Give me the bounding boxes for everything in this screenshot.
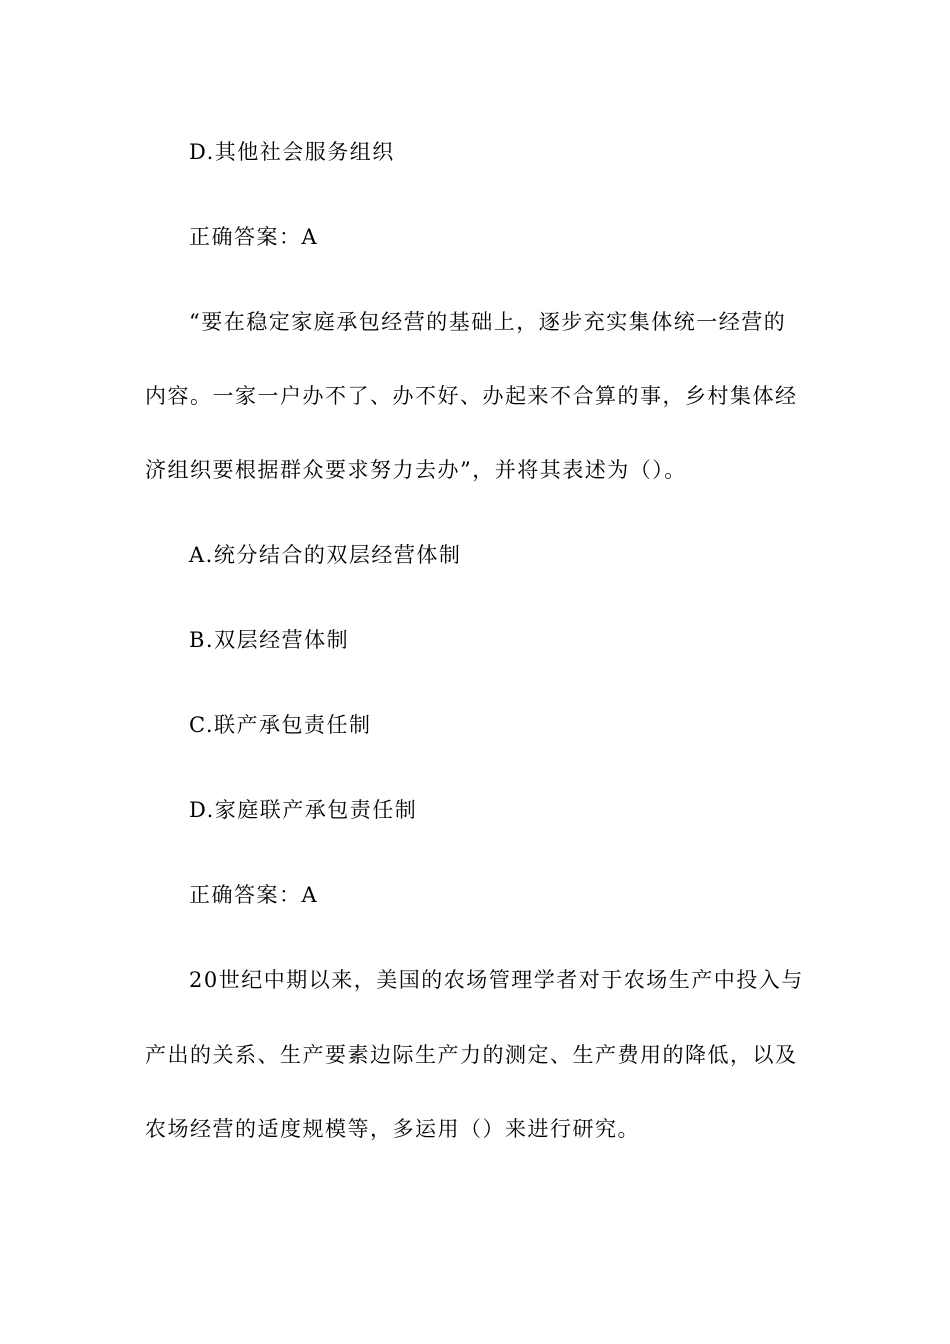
option-c: C.联产承包责任制 [189,713,372,737]
question-stem-line: 农场经营的适度规模等，多运用（）来进行研究。 [145,1117,640,1141]
question-stem-line: 内容。一家一户办不了、办不好、办起来不合算的事，乡村集体经 [145,384,798,408]
option-a: A.统分结合的双层经营体制 [189,543,462,567]
correct-answer: 正确答案：A [189,225,319,249]
correct-answer: 正确答案：A [189,883,319,907]
option-d: D.家庭联产承包责任制 [189,798,418,822]
question-stem-line: 产出的关系、生产要素边际生产力的测定、生产费用的降低，以及 [145,1043,798,1067]
question-stem-line: 济组织要根据群众要求努力去办”，并将其表述为（）。 [145,458,687,482]
question-stem-line: “要在稳定家庭承包经营的基础上，逐步充实集体统一经营的 [189,310,787,334]
option-b: B.双层经营体制 [189,628,350,652]
question-stem-line: 20世纪中期以来，美国的农场管理学者对于农场生产中投入与 [189,968,804,992]
option-d: D.其他社会服务组织 [189,140,395,164]
